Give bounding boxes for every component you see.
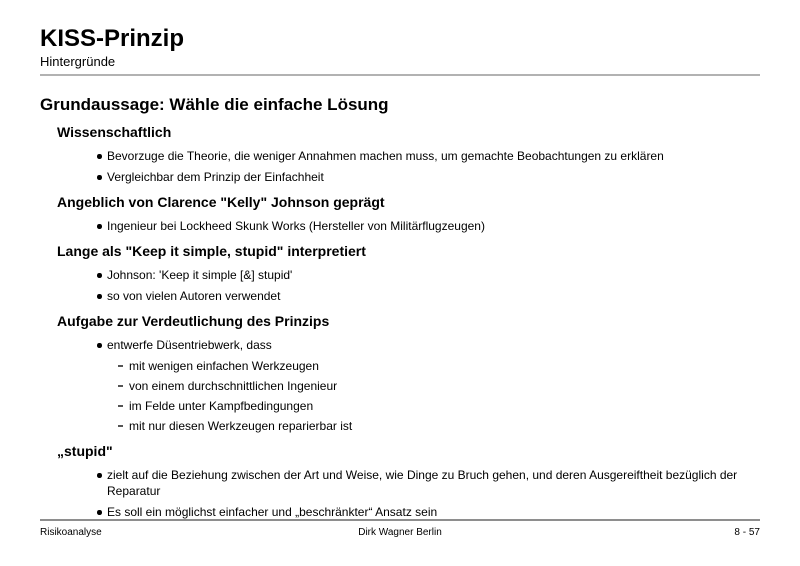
footer-page-number: 8 - 57 [734,526,760,538]
dash-icon [118,418,129,434]
sub-bullet-item [118,418,760,434]
bullet-text: Bevorzuge die Theorie, die weniger Annahmen machen muss, um gemachte Beobachtungen zu erklären [107,149,664,163]
sub-bullet-item [118,398,760,414]
bullet-item [97,267,760,283]
bullet-text: entwerfe Düsentriebwerk, dass [107,338,272,352]
bullet-item [97,218,760,234]
bullet-text: Es soll ein möglichst einfacher und „beschränkter“ Ansatz sein [107,505,438,519]
bullet-item [97,169,760,185]
section-keep-it-simple [40,243,760,304]
bullet-item [97,504,760,520]
bullet-icon [97,148,107,164]
bullet-icon [97,504,107,520]
section-heading: „stupid" [57,443,113,459]
section-aufgabe [40,313,760,434]
dash-icon [118,358,129,374]
dash-icon [118,378,129,394]
bullet-text: Johnson: 'Keep it simple [&] stupid' [107,268,293,282]
bullet-icon [97,218,107,234]
sub-bullet-text: mit nur diesen Werkzeugen reparierbar ist [129,419,353,433]
bullet-text: zielt auf die Beziehung zwischen der Art und Weise, wie Dinge zu Bruch gehen, und deren Ausgereiftheit bezüglich der Reparatur [107,468,738,498]
section-heading: Aufgabe zur Verdeutlichung des Prinzips [57,313,330,329]
sub-bullet-list [40,358,760,434]
bullet-icon [97,337,107,353]
section-heading: Angeblich von Clarence "Kelly" Johnson geprägt [57,194,385,210]
bullet-item [97,467,760,499]
bullet-item [97,148,760,164]
slide-header [40,24,760,76]
footer-author: Dirk Wagner Berlin [358,526,442,538]
bullet-icon [97,467,107,499]
bullet-icon [97,267,107,283]
page-subtitle: Hintergründe [40,54,116,69]
sub-bullet-item [118,358,760,374]
sub-bullet-item [118,378,760,394]
sub-bullet-text: mit wenigen einfachen Werkzeugen [129,359,319,373]
bullet-icon [97,288,107,304]
section-stupid [40,443,760,520]
main-heading: Grundaussage: Wähle die einfache Lösung [40,95,389,114]
sub-bullet-text: von einem durchschnittlichen Ingenieur [129,379,338,393]
bullet-icon [97,169,107,185]
bullet-text: Ingenieur bei Lockheed Skunk Works (Hersteller von Militärflugzeugen) [107,219,485,233]
bullet-item [97,337,760,353]
page-title: KISS-Prinzip [40,25,185,52]
bullet-text: Vergleichbar dem Prinzip der Einfachheit [107,170,324,184]
footer-divider [40,519,760,521]
sub-bullet-text: im Felde unter Kampfbedingungen [129,399,314,413]
bullet-item [97,288,760,304]
bullet-text: so von vielen Autoren verwendet [107,289,281,303]
dash-icon [118,398,129,414]
section-heading: Lange als "Keep it simple, stupid" interpretiert [57,243,366,259]
section-heading: Wissenschaftlich [57,124,172,140]
footer-doc-title: Risikoanalyse [40,526,102,538]
section-wissenschaftlich [40,124,760,185]
header-divider [40,74,760,76]
slide-footer [40,519,760,539]
section-kelly-johnson [40,194,760,234]
